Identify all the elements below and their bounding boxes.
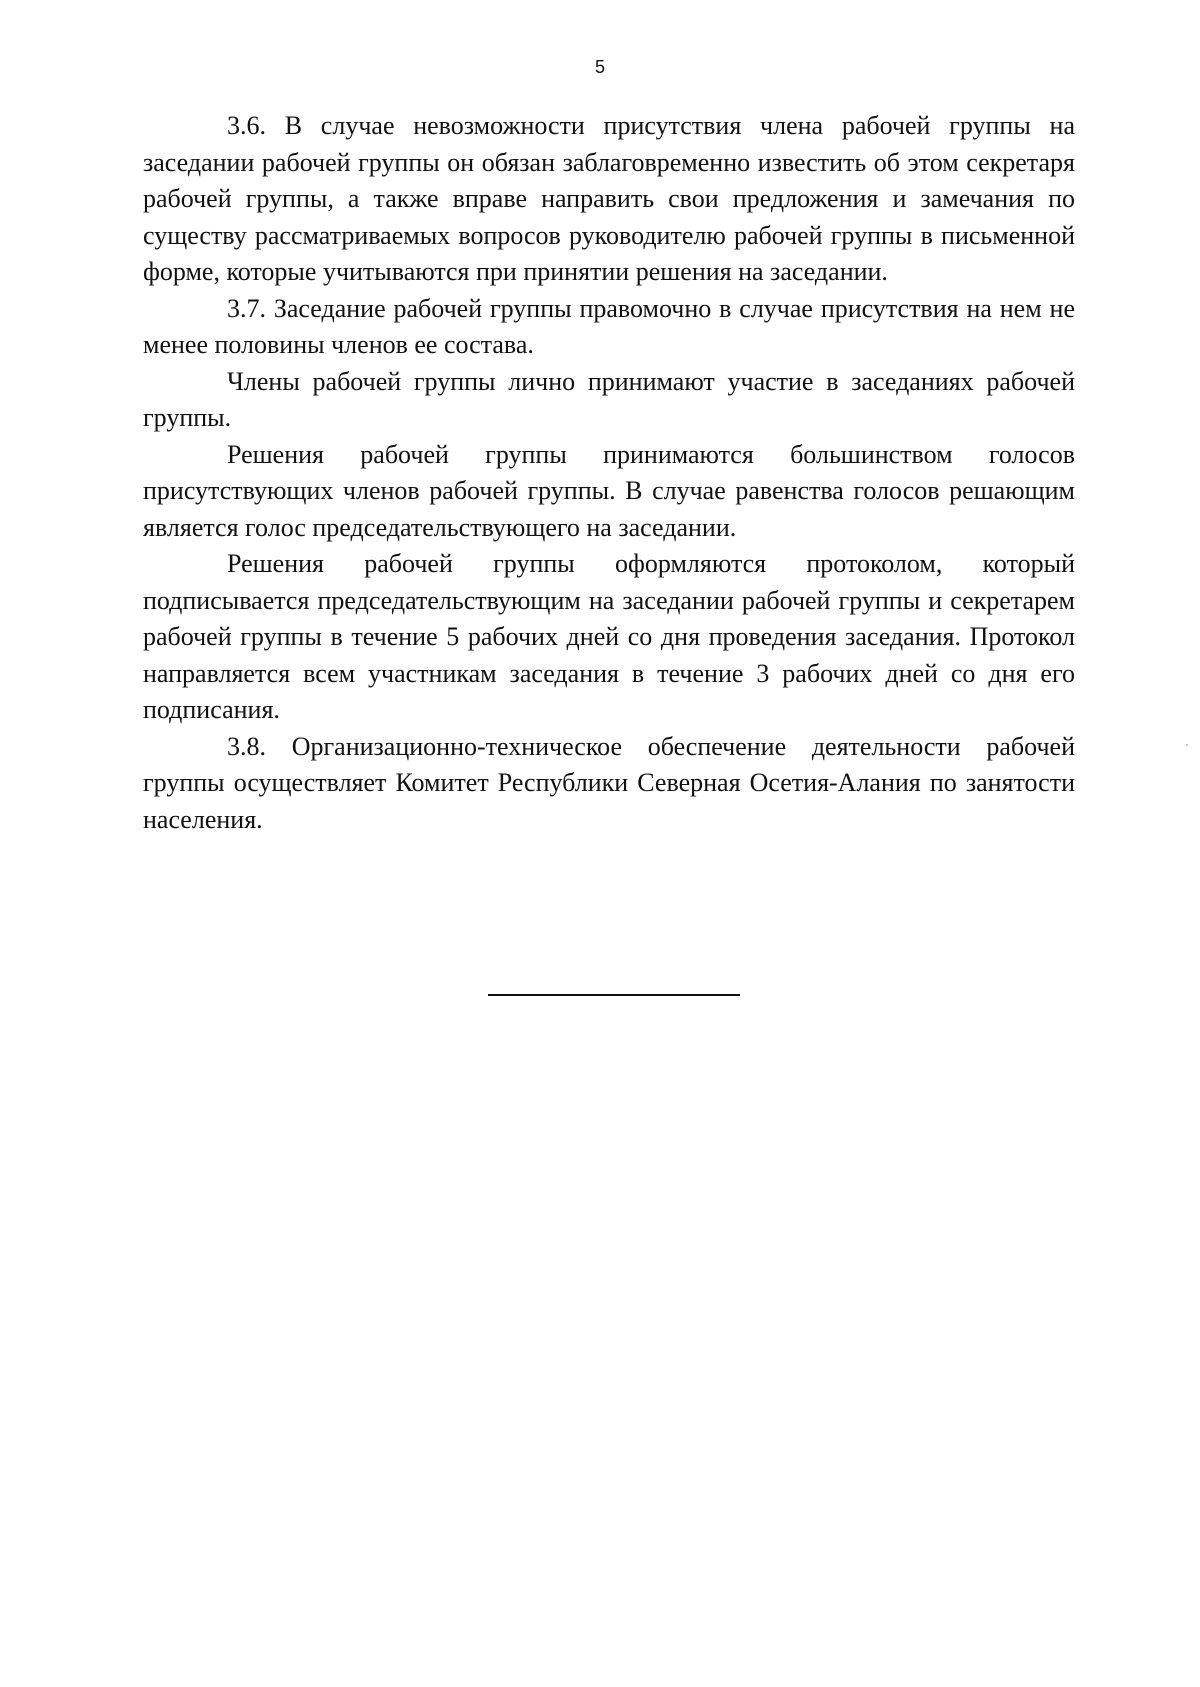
paragraph-3-8: 3.8. Организационно-техническое обеспечение деятельности рабочей группы осуществляет Комитет Республики Северная Осетия-Алания по занятости населения. [143,731,1075,834]
paragraph-decisions-protocol: Решения рабочей группы оформляются протоколом, который подписывается председательствующим на заседании рабочей группы и секретарем рабочей группы в течение 5 рабочих дней со дня проведения заседания. Протокол направляется всем участникам заседания в течение 3 рабочих дней со дня его подписания. [143,549,1075,724]
page-number: 5 [594,57,605,77]
scan-speck [1186,744,1188,746]
paragraph-members-participation: Члены рабочей группы лично принимают участие в заседаниях рабочей группы. [143,366,1075,432]
paragraph-decisions-voting: Решения рабочей группы принимаются большинством голосов присутствующих членов рабочей группы. В случае равенства голосов решающим является голос председательствующего на заседании. [143,439,1075,542]
paragraph-3-7: 3.7. Заседание рабочей группы правомочно в случае присутствия на нем не менее половины членов ее состава. [143,293,1075,359]
document-body [143,108,1075,838]
paragraph-3-6: 3.6. В случае невозможности присутствия члена рабочей группы на заседании рабочей группы он обязан заблаговременно известить об этом секретаря рабочей группы, а также вправе направить свои предложения и замечания по существу рассматриваемых вопросов руководителю рабочей группы в письменной форме, которые учитываются при принятии решения на заседании. [143,111,1075,286]
end-of-document-rule [488,994,740,996]
